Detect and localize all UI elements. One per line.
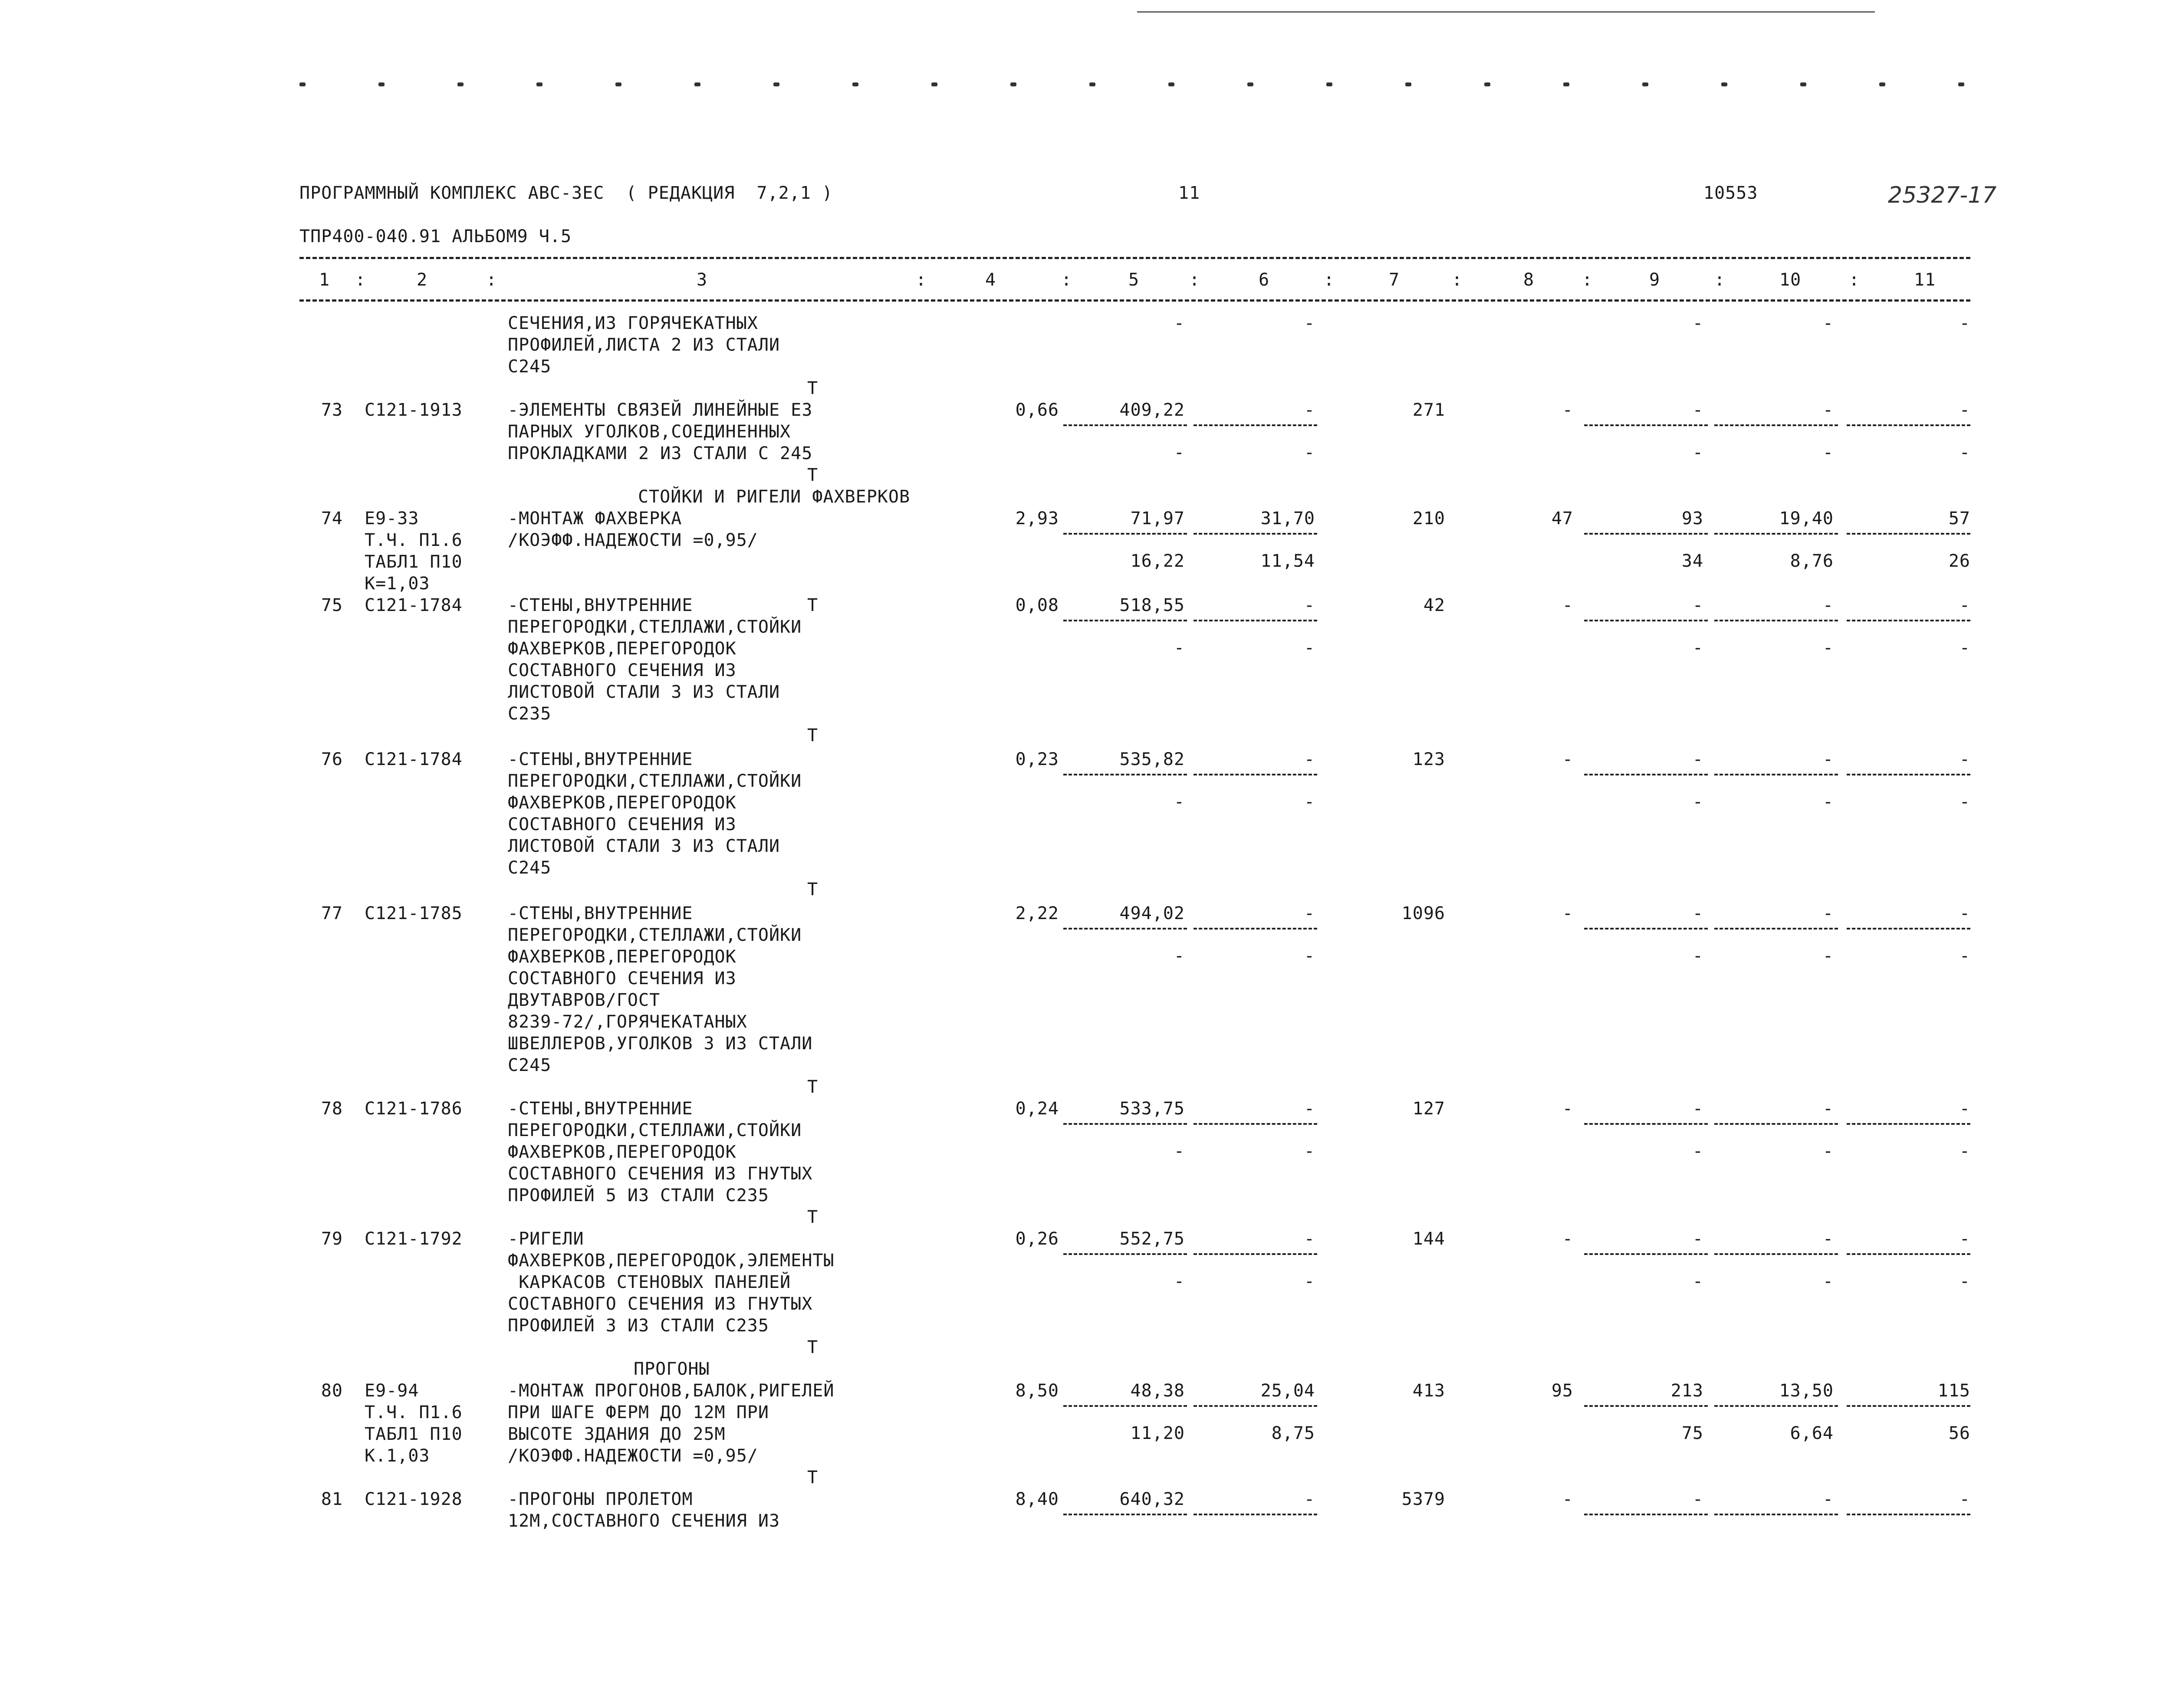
cell-divider-line [1847,928,1970,930]
cell-c6: - [1304,595,1315,615]
row-description: ПРОФИЛЕЙ,ЛИСТА 2 ИЗ СТАЛИ [508,335,780,355]
column-header-1: 1 [319,270,330,290]
perforation-mark [1405,82,1411,86]
row-number: 77 [321,903,343,923]
cell-c4: 2,93 [1015,509,1059,529]
document-number: 10553 [1703,183,1758,203]
cell-b11-lower: - [1959,1141,1970,1161]
row-description: СОСТАВНОГО СЕЧЕНИЯ ИЗ [508,660,736,680]
row-code: С121-1786 [365,1099,463,1119]
row-number: 81 [321,1489,343,1509]
cell-c8: - [1562,400,1573,420]
row-description: ЛИСТОВОЙ СТАЛИ 3 ИЗ СТАЛИ [508,836,780,856]
row-description: ПЕРЕГОРОДКИ,СТЕЛЛАЖИ,СТОЙКИ [508,617,802,637]
row-description: С245 [508,1055,552,1075]
cell-divider-line [1194,424,1317,426]
cell-b11-lower: - [1959,946,1970,966]
row-description: ПЕРЕГОРОДКИ,СТЕЛЛАЖИ,СТОЙКИ [508,771,802,791]
cell-c5: 48,38 [1130,1381,1185,1401]
row-description: ФАХВЕРКОВ,ПЕРЕГОРОДОК,ЭЛЕМЕНТЫ [508,1251,835,1271]
cell-b10-lower: - [1822,443,1834,463]
cell-c5: - [1174,313,1185,333]
cell-b10-lower: - [1822,1141,1834,1161]
perforation-mark [1089,82,1095,86]
cell-c4: 0,24 [1015,1099,1059,1119]
cell-divider-line [1714,620,1838,621]
cell-divider-line [1063,424,1187,426]
cell-b10-lower: 8,76 [1790,551,1834,571]
row-code: ТАБЛ1 П10 [365,1424,463,1444]
cell-divider-line [1194,774,1317,775]
row-code: С121-1928 [365,1489,463,1509]
row-description: ФАХВЕРКОВ,ПЕРЕГОРОДОК [508,1142,736,1162]
cell-c5: 71,97 [1130,509,1185,529]
cell-b11-lower: - [1959,792,1970,812]
row-code: ТАБЛ1 П10 [365,552,463,572]
cell-c10: 19,40 [1779,509,1834,529]
perforation-mark [457,82,464,86]
row-marker-t: Т [807,1077,819,1097]
handwritten-number: 25327-17 [1888,182,1997,208]
column-separator: : [486,270,497,290]
header-rule-bottom [299,299,1970,302]
header-rule-top [299,257,1970,259]
cell-c8: 95 [1551,1381,1573,1401]
row-code: С121-1792 [365,1229,463,1249]
cell-b9-lower: - [1692,792,1703,812]
cell-c9: - [1692,1489,1703,1509]
cell-c10: - [1822,749,1834,769]
row-code: К=1,03 [365,574,430,594]
cell-divider-line [1194,1514,1317,1515]
perforation-mark [773,82,779,86]
perforation-mark [1800,82,1806,86]
cell-divider-line [1194,533,1317,535]
top-rule [1137,11,1875,13]
cell-c9: 93 [1681,509,1703,529]
cell-c4: 8,50 [1015,1381,1059,1401]
cell-c7: 42 [1423,595,1445,615]
row-marker-t: Т [807,880,819,900]
cell-c9: - [1692,903,1703,923]
perforation-mark [852,82,858,86]
column-header-5: 5 [1128,270,1140,290]
cell-c7: 5379 [1401,1489,1445,1509]
perforation-mark [615,82,621,86]
row-description: -ПРОГОНЫ ПРОЛЕТОМ [508,1489,693,1509]
row-description: СОСТАВНОГО СЕЧЕНИЯ ИЗ [508,969,736,989]
cell-divider-line [1194,1123,1317,1125]
column-separator: : [1849,270,1860,290]
row-description: -МОНТАЖ ПРОГОНОВ,БАЛОК,РИГЕЛЕЙ [508,1381,835,1401]
row-description: С235 [508,704,552,724]
cell-b9-lower: - [1692,1141,1703,1161]
row-description: СОСТАВНОГО СЕЧЕНИЯ ИЗ [508,815,736,834]
column-separator: : [355,270,366,290]
program-title: ПРОГРАММНЫЙ КОМПЛЕКС АВС-3ЕС ( РЕДАКЦИЯ 7,2,1 ) [299,183,833,203]
cell-divider-line [1584,533,1708,535]
cell-b11-lower: 26 [1948,551,1970,571]
cell-divider-line [1847,1253,1970,1255]
row-description: КАРКАСОВ СТЕНОВЫХ ПАНЕЛЕЙ [508,1272,791,1292]
row-number: 75 [321,595,343,615]
perforation-mark [1563,82,1569,86]
row-marker-t: Т [807,595,819,615]
row-number: 80 [321,1381,343,1401]
column-header-9: 9 [1649,270,1660,290]
cell-c7: 413 [1412,1381,1445,1401]
column-header-2: 2 [417,270,428,290]
cell-b6-lower: - [1304,443,1315,463]
cell-divider-line [1194,1253,1317,1255]
row-description: ПЕРЕГОРОДКИ,СТЕЛЛАЖИ,СТОЙКИ [508,1120,802,1140]
column-header-11: 11 [1914,270,1936,290]
cell-c11: - [1959,595,1970,615]
cell-b9-lower: 34 [1681,551,1703,571]
row-description: 12М,СОСТАВНОГО СЕЧЕНИЯ ИЗ [508,1511,780,1531]
document-subtitle: ТПР400-040.91 АЛЬБОМ9 Ч.5 [299,227,572,246]
column-header-3: 3 [697,270,708,290]
cell-c8: - [1562,749,1573,769]
row-code: Т.Ч. П1.6 [365,1403,463,1422]
cell-c9: - [1692,1099,1703,1119]
perforation-mark [1326,82,1332,86]
cell-c6: - [1304,1229,1315,1249]
row-description: -ЭЛЕМЕНТЫ СВЯЗЕЙ ЛИНЕЙНЫЕ ЕЗ [508,400,813,420]
column-header-6: 6 [1259,270,1270,290]
cell-divider-line [1714,533,1838,535]
cell-b5-lower: 16,22 [1130,551,1185,571]
cell-b11-lower: - [1959,443,1970,463]
row-description: -СТЕНЫ,ВНУТРЕННИЕ [508,903,693,923]
perforation-mark [1958,82,1964,86]
cell-divider-line [1194,1405,1317,1407]
cell-divider-line [1584,774,1708,775]
cell-b10-lower: - [1822,792,1834,812]
row-description: /КОЭФФ.НАДЕЖОСТИ =0,95/ [508,530,758,550]
cell-c8: - [1562,1099,1573,1119]
perforation-mark [536,82,542,86]
cell-c11: - [1959,400,1970,420]
column-header-10: 10 [1779,270,1802,290]
cell-b6-lower: - [1304,1141,1315,1161]
cell-b9-lower: - [1692,443,1703,463]
cell-c5: 552,75 [1119,1229,1185,1249]
row-marker-t: Т [807,1337,819,1357]
cell-c11: 57 [1948,509,1970,529]
row-marker-t: Т [807,726,819,746]
cell-c4: 0,23 [1015,749,1059,769]
cell-c4: 0,26 [1015,1229,1059,1249]
row-number: 76 [321,749,343,769]
cell-c11: - [1959,1099,1970,1119]
perforation-mark [1010,82,1016,86]
row-number: 74 [321,509,343,529]
cell-c9: - [1692,749,1703,769]
row-description: ЛИСТОВОЙ СТАЛИ 3 ИЗ СТАЛИ [508,682,780,702]
cell-c4: 0,66 [1015,400,1059,420]
row-code: Е9-94 [365,1381,419,1401]
row-description: ФАХВЕРКОВ,ПЕРЕГОРОДОК [508,947,736,967]
row-description: 8239-72/,ГОРЯЧЕКАТАНЫХ [508,1012,747,1032]
cell-divider-line [1584,1405,1708,1407]
cell-c8: - [1562,1229,1573,1249]
cell-c5: 535,82 [1119,749,1185,769]
column-separator: : [916,270,927,290]
cell-b6-lower: - [1304,1271,1315,1291]
row-description: /КОЭФФ.НАДЕЖОСТИ =0,95/ [508,1446,758,1466]
cell-b6-lower: 8,75 [1271,1423,1315,1443]
cell-divider-line [1584,1253,1708,1255]
row-description: ВЫСОТЕ ЗДАНИЯ ДО 25М [508,1424,726,1444]
row-description: ПРОФИЛЕЙ 3 ИЗ СТАЛИ С235 [508,1316,769,1336]
cell-b6-lower: - [1304,792,1315,812]
cell-c5: 518,55 [1119,595,1185,615]
cell-divider-line [1714,1123,1838,1125]
row-marker-t: Т [807,1207,819,1227]
cell-c10: - [1822,1489,1834,1509]
cell-b5-lower: - [1174,638,1185,658]
column-separator: : [1714,270,1726,290]
row-description: СЕЧЕНИЯ,ИЗ ГОРЯЧЕКАТНЫХ [508,313,758,333]
column-header-7: 7 [1389,270,1400,290]
cell-b6-lower: - [1304,946,1315,966]
cell-divider-line [1714,774,1838,775]
row-description: ПАРНЫХ УГОЛКОВ,СОЕДИНЕННЫХ [508,422,791,442]
cell-b9-lower: - [1692,638,1703,658]
row-marker-t: Т [807,378,819,398]
cell-divider-line [1584,620,1708,621]
row-description: ПЕРЕГОРОДКИ,СТЕЛЛАЖИ,СТОЙКИ [508,925,802,945]
cell-divider-line [1847,1123,1970,1125]
cell-divider-line [1714,1405,1838,1407]
cell-b11-lower: 56 [1948,1423,1970,1443]
perforation-mark [1168,82,1174,86]
cell-c9: - [1692,1229,1703,1249]
perforation-mark [1879,82,1885,86]
cell-b5-lower: - [1174,1141,1185,1161]
perforation-mark [1247,82,1253,86]
cell-divider-line [1714,928,1838,930]
column-separator: : [1582,270,1593,290]
cell-c11: - [1959,903,1970,923]
cell-b11-lower: - [1959,1271,1970,1291]
row-description: СОСТАВНОГО СЕЧЕНИЯ ИЗ ГНУТЫХ [508,1294,813,1314]
cell-divider-line [1584,424,1708,426]
section-heading: СТОЙКИ И РИГЕЛИ ФАХВЕРКОВ [638,487,911,507]
row-description: -МОНТАЖ ФАХВЕРКА [508,509,682,529]
row-code: Е9-33 [365,509,419,529]
cell-b9-lower: 75 [1681,1423,1703,1443]
cell-divider-line [1847,1514,1970,1515]
cell-c7: 144 [1412,1229,1445,1249]
cell-b10-lower: - [1822,1271,1834,1291]
cell-c10: - [1822,1229,1834,1249]
cell-divider-line [1714,424,1838,426]
row-description: ДВУТАВРОВ/ГОСТ [508,990,661,1010]
cell-divider-line [1063,533,1187,535]
cell-c7: 123 [1412,749,1445,769]
cell-c5: 640,32 [1119,1489,1185,1509]
cell-c8: - [1562,595,1573,615]
row-description: -СТЕНЫ,ВНУТРЕННИЕ [508,595,693,615]
cell-c6: 25,04 [1260,1381,1315,1401]
perforation-mark [694,82,700,86]
perforation-mark [1484,82,1490,86]
cell-divider-line [1063,1123,1187,1125]
row-code: С121-1785 [365,903,463,923]
cell-c7: 271 [1412,400,1445,420]
row-number: 79 [321,1229,343,1249]
cell-divider-line [1847,1405,1970,1407]
cell-divider-line [1714,1514,1838,1515]
cell-c4: 8,40 [1015,1489,1059,1509]
row-description: ПРИ ШАГЕ ФЕРМ ДО 12М ПРИ [508,1403,769,1422]
cell-b9-lower: - [1692,946,1703,966]
row-description: ПРОФИЛЕЙ 5 ИЗ СТАЛИ С235 [508,1186,769,1205]
cell-divider-line [1063,1405,1187,1407]
perforation-mark [1642,82,1648,86]
cell-divider-line [1584,1514,1708,1515]
cell-b9-lower: - [1692,1271,1703,1291]
cell-b5-lower: - [1174,792,1185,812]
cell-divider-line [1063,1253,1187,1255]
cell-c11: - [1959,749,1970,769]
cell-b6-lower: 11,54 [1260,551,1315,571]
cell-divider-line [1584,1123,1708,1125]
cell-b6-lower: - [1304,638,1315,658]
column-header-4: 4 [985,270,996,290]
column-separator: : [1189,270,1200,290]
cell-divider-line [1194,620,1317,621]
column-separator: : [1324,270,1335,290]
row-code: К.1,03 [365,1446,430,1466]
row-code: С121-1913 [365,400,463,420]
row-description: ПРОКЛАДКАМИ 2 ИЗ СТАЛИ С 245 [508,443,813,463]
cell-c10: - [1822,313,1834,333]
cell-b5-lower: - [1174,443,1185,463]
cell-b10-lower: - [1822,946,1834,966]
cell-c7: 127 [1412,1099,1445,1119]
cell-c8: 47 [1551,509,1573,529]
cell-c7: 210 [1412,509,1445,529]
cell-c5: 409,22 [1119,400,1185,420]
cell-c10: - [1822,903,1834,923]
section-heading: ПРОГОНЫ [634,1359,710,1379]
row-description: ФАХВЕРКОВ,ПЕРЕГОРОДОК [508,639,736,659]
cell-divider-line [1847,533,1970,535]
cell-divider-line [1063,1514,1187,1515]
cell-c9: - [1692,595,1703,615]
row-description: С245 [508,858,552,878]
cell-c6: - [1304,1099,1315,1119]
cell-c6: 31,70 [1260,509,1315,529]
cell-b5-lower: - [1174,946,1185,966]
cell-divider-line [1847,620,1970,621]
cell-c10: - [1822,1099,1834,1119]
cell-c11: - [1959,1229,1970,1249]
cell-b5-lower: - [1174,1271,1185,1291]
row-code: С121-1784 [365,749,463,769]
cell-c11: - [1959,1489,1970,1509]
page-number: 11 [1178,183,1200,203]
row-number: 78 [321,1099,343,1119]
cell-c10: - [1822,595,1834,615]
cell-b5-lower: 11,20 [1130,1423,1185,1443]
row-number: 73 [321,400,343,420]
cell-divider-line [1847,774,1970,775]
cell-c6: - [1304,313,1315,333]
cell-divider-line [1063,620,1187,621]
cell-c4: 2,22 [1015,903,1059,923]
cell-c6: - [1304,400,1315,420]
column-separator: : [1452,270,1463,290]
cell-divider-line [1063,774,1187,775]
cell-b11-lower: - [1959,638,1970,658]
perforation-mark [931,82,937,86]
perforation-mark [1721,82,1727,86]
cell-c5: 533,75 [1119,1099,1185,1119]
row-description: -СТЕНЫ,ВНУТРЕННИЕ [508,1099,693,1119]
cell-c5: 494,02 [1119,903,1185,923]
row-description: -РИГЕЛИ [508,1229,584,1249]
cell-c6: - [1304,903,1315,923]
cell-divider-line [1194,928,1317,930]
perforation-mark [299,82,306,86]
cell-divider-line [1847,424,1970,426]
cell-c11: - [1959,313,1970,333]
cell-c7: 1096 [1401,903,1445,923]
cell-c10: - [1822,400,1834,420]
cell-divider-line [1714,1253,1838,1255]
cell-c4: 0,08 [1015,595,1059,615]
column-header-8: 8 [1523,270,1535,290]
perforation-mark [378,82,385,86]
cell-c8: - [1562,1489,1573,1509]
cell-c8: - [1562,903,1573,923]
row-description: ФАХВЕРКОВ,ПЕРЕГОРОДОК [508,793,736,813]
row-description: -СТЕНЫ,ВНУТРЕННИЕ [508,749,693,769]
row-description: ШВЕЛЛЕРОВ,УГОЛКОВ 3 ИЗ СТАЛИ [508,1034,813,1054]
cell-c9: - [1692,400,1703,420]
column-separator: : [1061,270,1072,290]
row-code: Т.Ч. П1.6 [365,530,463,550]
row-code: С121-1784 [365,595,463,615]
row-description: СОСТАВНОГО СЕЧЕНИЯ ИЗ ГНУТЫХ [508,1164,813,1184]
cell-c9: 213 [1670,1381,1703,1401]
cell-b10-lower: 6,64 [1790,1423,1834,1443]
cell-c9: - [1692,313,1703,333]
row-marker-t: Т [807,465,819,485]
cell-c6: - [1304,749,1315,769]
row-marker-t: Т [807,1468,819,1488]
cell-divider-line [1584,928,1708,930]
cell-c10: 13,50 [1779,1381,1834,1401]
row-description: С245 [508,357,552,377]
cell-c6: - [1304,1489,1315,1509]
cell-divider-line [1063,928,1187,930]
cell-c11: 115 [1937,1381,1970,1401]
cell-b10-lower: - [1822,638,1834,658]
